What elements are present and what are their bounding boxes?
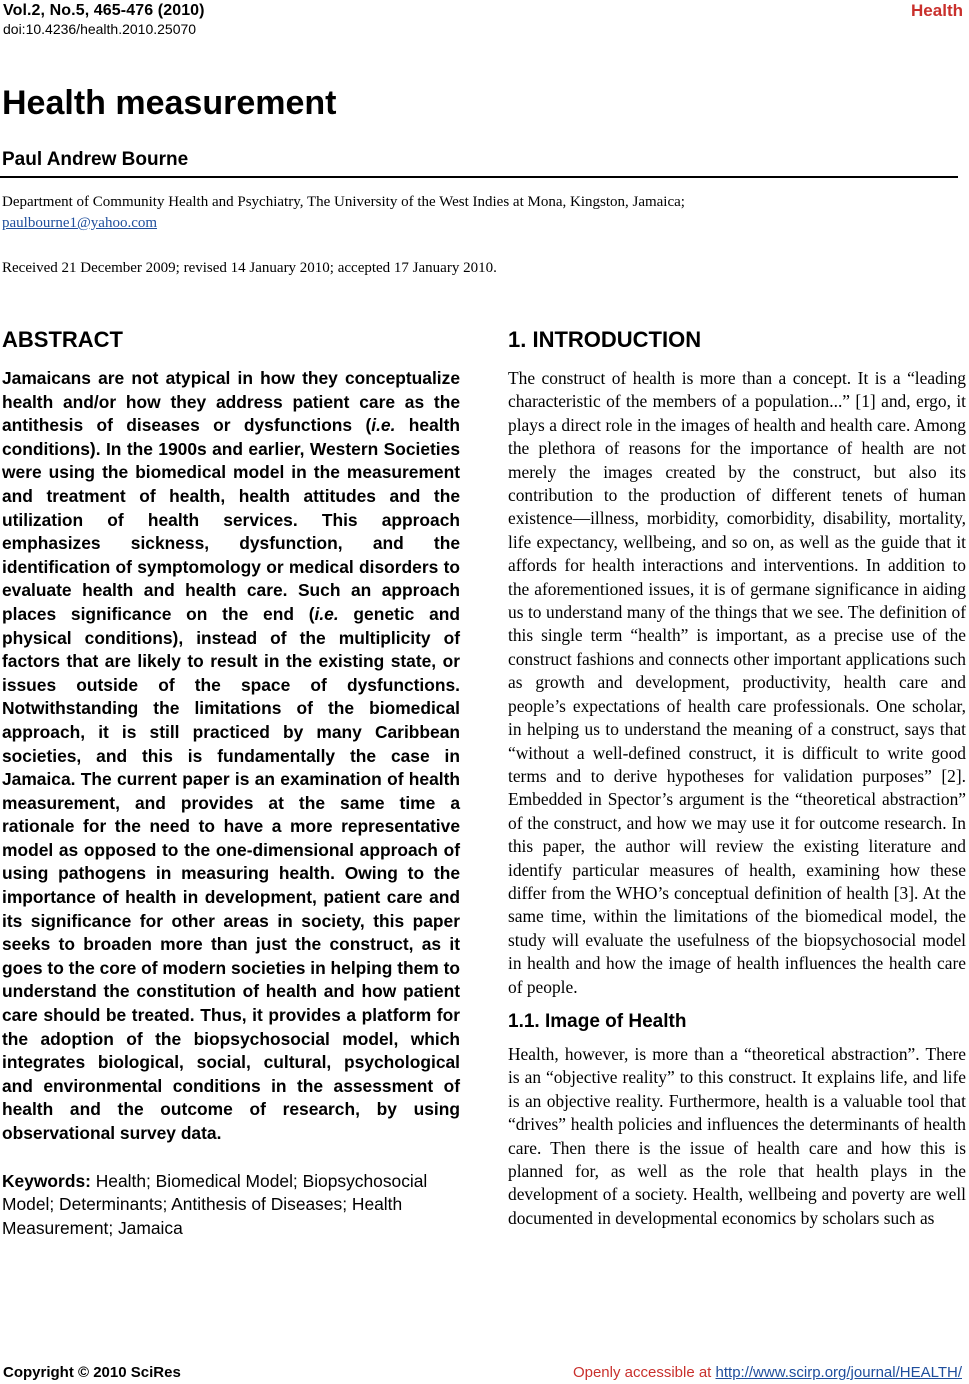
- left-column: [2, 325, 460, 1240]
- open-access-notice: [573, 1364, 962, 1381]
- author-email-link[interactable]: paulbourne1@yahoo.com: [2, 215, 158, 231]
- abstract-body: [2, 367, 460, 1146]
- image-of-health-body: Health, however, is more than a “theoretical abstraction”. There is an “objective reality” to this construct. It explains life, and life is an objective reality. Furthermore, health is a valuable tool that “drives” health policies and influences the determinants of health care. Then there is the issue of health care and how this is planned for, as well as the role that health plays in the development of a society. Health, wellbeing and poverty are well documented in developmental economics by scholars such as: [508, 1043, 966, 1228]
- author-name: Paul Andrew Bourne: [2, 149, 189, 170]
- abstract-part-2: health conditions). In the 1900s and earlier, Western Societies were using the biomedical model in the measurement and treatment of health, health attitudes and the utilization of health services. This approach emphasizes sickness, dysfunction, and the identification of symptomology or medical disorders to evaluate health and health care. Such an approach places significance on the end (: [2, 415, 461, 624]
- copyright-notice: Copyright © 2010 SciRes: [3, 1364, 181, 1381]
- right-column: [508, 325, 966, 1230]
- article-title: Health measurement: [2, 84, 337, 122]
- introduction-body: The construct of health is more than a concept. It is a “leading characteristic of the members of a population...” [1] and, ergo, it plays a direct role in the images of health and health care. Among the plethora of reasons for the importance of health are not merely the images created by the construct, but also its contribution to the production of different tenets of human existence—illness, morbidity, comorbidity, disability, mortality, life expectancy, wellbeing, and so on, as well as the guide that it affords for health interactions and interventions. In addition to the aforementioned issues, it is of germane significance in aiding us to understand many of the things that we see. The definition of this single term “health” is important, as a precise use of the construct fashions and connects other important applications such as growth and development, productivity, health care and people’s expectations of health care professionals. One scholar, in helping us to understand the meaning of a construct, says that “without a well-defined construct, it is difficult to write good terms and to derive hypotheses for validation purposes” [2]. Embedded in Spector’s argument is the “theoretical abstraction” of the construct, and how we may use it for outcome research. In this paper, the author will review the existing literature and identify particular measures of health, examining how these differ from the WHO’s conceptual definition of health [3]. At the same time, within the limitations of the biomedical model, the study will evaluate the usefulness of the biopsychosocial model in health and how the image of health influences the health care of people.: [508, 368, 966, 997]
- affiliation: [2, 192, 942, 234]
- keywords-label: Keywords:: [2, 1170, 91, 1191]
- introduction-heading: 1. INTRODUCTION: [508, 327, 702, 352]
- abstract-ie-2: i.e.: [314, 603, 339, 624]
- volume-info: Vol.2, No.5, 465-476 (2010): [3, 2, 205, 19]
- journal-header-left: [3, 2, 205, 38]
- journal-name: Health: [911, 1, 963, 20]
- keywords: [2, 1170, 460, 1241]
- image-of-health-heading: 1.1. Image of Health: [508, 1010, 687, 1032]
- received-dates: Received 21 December 2009; revised 14 January 2010; accepted 17 January 2010.: [2, 260, 497, 276]
- affiliation-text: Department of Community Health and Psychiatry, The University of the West Indies at Mona, Kingston, Jamaica;: [2, 194, 685, 210]
- abstract-part-3: genetic and physical conditions), instead of the multiplicity of factors that are likely to result in the existing state, or issues outside of the space of dysfunctions. Notwithstanding the limitations of the biomedical approach, it is still practiced by many Caribbean societies, and this is fundamentally the case in Jamaica. The current paper is an examination of health measurement, and provides at the same time a rationale for the need to have a more representative model as opposed to the one-dimensional approach of using pathogens in measuring health. Owing to the importance of health in development, patient care and its significance for other areas in society, this paper seeks to broaden more than just the construct, as it goes to the core of modern societies in helping them to understand the constitution of health and how patient care should be treated. Thus, it provides a platform for the adoption of the biopsychosocial model, which integrates biological, social, cultural, psychological and environmental conditions in the assessment of health and the outcome of research, by using observational survey data.: [2, 603, 461, 1143]
- open-access-text: Openly accessible at: [572, 1364, 716, 1381]
- abstract-part-1: Jamaicans are not atypical in how they conceptualize health and/or how they address patient care as the antithesis of diseases or dysfunctions (: [2, 368, 460, 436]
- title-divider: [0, 176, 958, 178]
- abstract-ie-1: i.e.: [371, 415, 396, 436]
- keywords-list: Health; Biomedical Model; Biopsychosocial Model; Determinants; Antithesis of Diseases; Health Measurement; Jamaica: [2, 1170, 428, 1238]
- doi: doi:10.4236/health.2010.25070: [3, 21, 197, 37]
- journal-url-link[interactable]: http://www.scirp.org/journal/HEALTH/: [715, 1364, 962, 1381]
- abstract-heading: ABSTRACT: [2, 327, 123, 352]
